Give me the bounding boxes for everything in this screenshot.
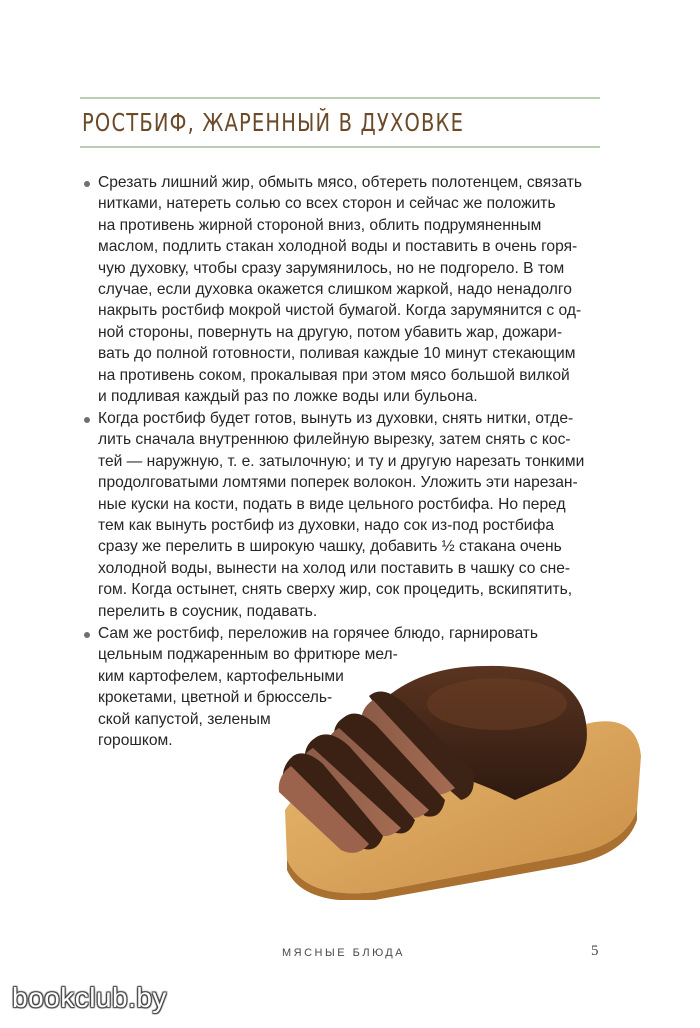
text-line: сразу же перелить в широкую чашку, добавить ½ стакана очень <box>98 538 562 556</box>
footer-section-title: МЯСНЫЕ БЛЮДА <box>282 947 405 959</box>
text-line: нитками, натереть солью со всех сторон и сейчас же положить <box>98 195 556 213</box>
text-line: тем как вынуть ростбиф из духовки, надо сок из-под ростбифа <box>98 517 555 535</box>
page-number: 5 <box>591 943 599 959</box>
text-line: накрыть ростбиф мокрой чистой бумагой. Когда зарумянится с од- <box>98 302 582 320</box>
text-line: продолговатыми ломтями поперек волокон. Уложить эти нарезан- <box>98 474 578 492</box>
text-line: на противень жирной стороной вниз, облить подрумяненным <box>98 216 542 234</box>
text-line: чую духовку, чтобы сразу зарумянилось, но не подгорело. В том <box>98 259 565 277</box>
bullet-icon <box>84 181 90 187</box>
title-bottom-rule <box>80 146 600 148</box>
text-line: Срезать лишний жир, обмыть мясо, обтереть полотенцем, связать <box>98 174 582 191</box>
text-line: лить сначала внутреннюю филейную вырезку, затем снять с кос- <box>98 431 571 449</box>
paragraph-2 <box>98 408 598 622</box>
bullet-icon <box>84 417 90 423</box>
text-line: холодной воды, вынести на холод или поставить в чашку со сне- <box>98 559 571 577</box>
page-title: РОСТБИФ, ЖАРЕННЫЙ В ДУХОВКЕ <box>82 108 465 137</box>
text-line: перелить в соусник, подавать. <box>98 602 318 620</box>
text-line: ким картофелем, картофельными <box>98 667 344 685</box>
text-line: ской капустой, зеленым <box>98 710 271 728</box>
text-line: на противень соком, прокалывая при этом мясо большой вилкой <box>98 366 570 384</box>
text-line: гом. Когда остынет, снять сверху жир, сок процедить, вскипятить, <box>98 581 573 599</box>
text-line: и подливая каждый раз по ложке воды или бульона. <box>98 388 478 406</box>
roast-beef-photo <box>265 660 645 900</box>
text-line: случае, если духовка окажется слишком жаркой, надо ненадолго <box>98 281 572 299</box>
text-line: горошком. <box>98 732 173 750</box>
text-line: Когда ростбиф будет готов, вынуть из духовки, снять нитки, отде- <box>98 410 574 427</box>
text-line: Сам же ростбиф, переложив на горячее блюдо, гарнировать <box>98 625 539 642</box>
text-line: крокетами, цветной и брюссель- <box>98 689 333 707</box>
paragraph-1 <box>98 172 598 407</box>
text-line: ной стороны, повернуть на другую, потом убавить жар, дожари- <box>98 323 563 341</box>
title-top-rule <box>80 97 600 99</box>
text-line: тей — наружную, т. е. затылочную; и ту и другую нарезать тонкими <box>98 452 585 470</box>
text-line: маслом, подлить стакан холодной воды и поставить в очень горя- <box>98 238 578 256</box>
bullet-icon <box>84 632 90 638</box>
text-line: вать до полной готовности, поливая каждые 10 минут стекающим <box>98 345 576 363</box>
text-line: ные куски на кости, подать в виде цельного ростбифа. Но перед <box>98 495 566 513</box>
text-line: цельным поджаренным во фритюре мел- <box>98 646 398 664</box>
watermark: bookclub.by <box>12 982 167 1013</box>
